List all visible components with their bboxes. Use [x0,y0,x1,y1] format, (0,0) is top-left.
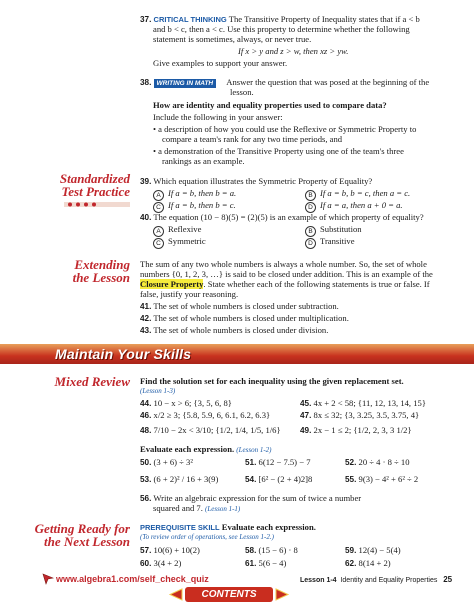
std-label-line1: Standardized [59,171,130,186]
q39-d-text: If a = a, then a + 0 = a. [320,200,403,210]
gr-eval: Evaluate each expression. [221,522,316,532]
q39-text: Which equation illustrates the Symmetric Property of Equality? [153,176,373,186]
q40-text: The equation (10 − 8)(5) = (2)(5) is an example of which property of equality? [153,212,424,222]
q40-option-d[interactable] [305,236,355,249]
q37-line1: The Transitive Property of Inequality states that if a < b [228,14,420,24]
ext-line4: false, justify your reasoning. [140,289,239,299]
q53-number: 53. [140,475,152,484]
q37-number: 37. [140,15,152,24]
q58-number: 58. [245,546,257,555]
q51 [245,457,311,468]
q42 [140,313,349,324]
q61 [245,558,286,569]
q59 [345,545,401,556]
critical-thinking-label: CRITICAL THINKING [153,15,227,24]
q52 [345,457,410,468]
q51-text: 6(12 − 7.5) − 7 [258,457,311,467]
q38-bullet1b: compare a team's rank for any two time periods, and [162,134,343,144]
mr-ref3: (Lesson 1-1) [205,505,241,513]
q62 [345,558,391,569]
q39-b-text: If a = b, b = c, then a = c. [320,188,411,198]
q41 [140,301,339,312]
q56-number: 56. [140,494,152,503]
q43 [140,325,328,336]
q54-number: 54. [245,475,257,484]
q56-text: Write an algebraic expression for the sum of twice a number [153,493,362,503]
q42-number: 42. [140,314,152,323]
q43-text: The set of whole numbers is closed under division. [153,325,329,335]
q37-line4: Give examples to support your answer. [153,58,288,68]
q50-number: 50. [140,458,152,467]
q40-c-text: Symmetric [168,236,206,246]
ext-line2: numbers {0, 1, 2, 3, …} is said to be closed under addition. This is an example of the [140,269,433,279]
q39-a-text: If a = b, then b = a. [168,188,237,198]
option-bubble-icon: B [305,190,316,201]
getting-ready-label [20,522,130,548]
mr-ref1: (Lesson 1-3) [140,387,176,395]
writing-in-math-badge: WRITING IN MATH [154,79,217,88]
answer-bubbles-icon [64,199,130,204]
q40-number: 40. [140,213,152,222]
q45-text: 4x + 2 < 58; {11, 12, 13, 14, 15} [313,398,426,408]
q48 [140,425,281,436]
q55 [345,474,418,485]
q37-line2: and b < c, then a < c. Use this property to determine whether the following [153,24,410,34]
maintain-skills-title: Maintain Your Skills [55,346,192,362]
q59-text: 12(4) − 5(4) [358,545,401,555]
q48-number: 48. [140,426,152,435]
option-bubble-icon: C [153,202,164,213]
q39-number: 39. [140,177,152,186]
q38-line2: lesson. [230,87,254,97]
ext-label-line2: the Lesson [72,270,130,285]
option-bubble-icon: B [305,226,316,237]
q38-bullet2a: a demonstration of the Transitive Property using one of the team's three [158,146,404,156]
q44 [140,398,232,409]
mr-eval-text: Evaluate each expression. [140,444,235,454]
page-number: 25 [443,575,453,584]
mouse-cursor-icon [42,573,56,585]
ext-line1: The sum of any two whole numbers is always a whole number. So, the set of whole [140,259,427,269]
q59-number: 59. [345,546,357,555]
q56-line2 [153,503,240,514]
q38 [140,77,429,89]
q38-bullet2: • a demonstration of the Transitive Property using one of the team's three [153,146,404,156]
mr-heading: Find the solution set for each inequality using the given replacement set. [140,376,404,386]
q38-question: How are identity and equality properties used to compare data? [153,100,387,110]
q54 [245,474,312,485]
q45 [300,398,426,409]
option-bubble-icon: A [153,190,164,201]
prerequisite-skill-label: PREREQUISITE SKILL [140,523,220,532]
q62-number: 62. [345,559,357,568]
extending-the-lesson-label [40,258,130,284]
q40-a-text: Reflexive [168,224,202,234]
q57-text: 10(6) + 10(2) [153,545,200,555]
mr-ref2: (Lesson 1-2) [236,446,272,454]
q40 [140,212,424,223]
q57-number: 57. [140,546,152,555]
next-page-arrow-icon[interactable] [275,587,291,602]
option-bubble-icon: D [305,202,316,213]
q38-bullet1a: a description of how you could use the Reflexive or Symmetric Property to [158,124,417,134]
q39 [140,176,372,187]
q52-text: 20 ÷ 4 · 8 ÷ 10 [358,457,410,467]
q38-bullet2b: rankings as an example. [162,156,245,166]
q43-number: 43. [140,326,152,335]
q40-b-text: Substitution [320,224,362,234]
closure-property-highlight: Closure Property [140,279,204,289]
q61-text: 5(6 − 4) [258,558,287,568]
q55-text: 9(3) − 4² + 6² ÷ 2 [358,474,419,484]
mr-eval [140,444,272,455]
q44-text: 10 − x > 6; {3, 5, 6, 8} [153,398,232,408]
q49-text: 2x − 1 ≤ 2; {1/2, 2, 3, 3 1/2} [313,425,412,435]
previous-page-arrow-icon[interactable] [167,587,183,602]
ext-line3 [140,279,430,289]
q50 [140,457,193,468]
q40-d-text: Transitive [320,236,355,246]
q58-text: (15 − 6) · 8 [258,545,298,555]
q57 [140,545,200,556]
q56-text-2: squared and 7. [153,503,203,513]
q47-number: 47. [300,411,312,420]
q62-text: 8(14 + 2) [358,558,391,568]
q46-number: 46. [140,411,152,420]
footer-lesson-title: Identity and Equality Properties [340,577,438,584]
std-label-line2: Test Practice [61,184,130,199]
q46-text: x/2 ≥ 3; {5.8, 5.9, 6, 6.1, 6.2, 6.3} [153,410,271,420]
q41-text: The set of whole numbers is closed under subtraction. [153,301,339,311]
q38-line1: Answer the question that was posed at the beginning of the [226,77,430,87]
q39-c-text: If a = b, then b = c. [168,200,236,210]
q50-text: (3 + 6) ÷ 3² [153,457,193,467]
q52-number: 52. [345,458,357,467]
q58 [245,545,298,556]
gr-review: (To review order of operations, see Lesson 1-2.) [140,533,274,541]
gr-label-line1: Getting Ready for [34,521,130,536]
q45-number: 45. [300,399,312,408]
q53-text: (6 + 2)² / 16 + 3(9) [153,474,219,484]
gr-label-line2: the Next Lesson [44,534,130,549]
q40-option-c[interactable] [153,236,206,249]
q42-text: The set of whole numbers is closed under multiplication. [153,313,349,323]
q51-number: 51. [245,458,257,467]
q38-bullet1: • a description of how you could use the Reflexive or Symmetric Property to [153,124,417,134]
ext-label-line1: Extending [74,257,130,272]
self-check-quiz-link[interactable]: www.algebra1.com/self_check_quiz [56,574,209,584]
q55-number: 55. [345,475,357,484]
footer-lesson [300,575,452,586]
option-bubble-icon: A [153,226,164,237]
q48-text: 7/10 − 2x < 3/10; {1/2, 1/4, 1/5, 1/6} [153,425,281,435]
q60-number: 60. [140,559,152,568]
q54-text: [6² − (2 + 4)2]8 [258,474,313,484]
q37-line3: statement is sometimes, always, or never true. [153,34,312,44]
q53 [140,474,218,485]
q41-number: 41. [140,302,152,311]
q44-number: 44. [140,399,152,408]
q37-statement: If x > y and z > w, then xz > yw. [238,46,349,56]
q60-text: 3(4 + 2) [153,558,182,568]
q49 [300,425,412,436]
q38-number: 38. [140,78,152,87]
q46 [140,410,270,421]
q61-number: 61. [245,559,257,568]
option-bubble-icon: D [305,238,316,249]
contents-button[interactable]: CONTENTS [185,587,273,602]
footer-lesson-number: Lesson 1-4 [300,577,337,584]
ext-line3b: . State whether each of the following statements is true or false. If [203,279,430,289]
standardized-test-practice-label [24,172,130,198]
q47-text: 8x ≤ 32; {3, 3.25, 3.5, 3.75, 4} [313,410,420,420]
q38-include: Include the following in your answer: [153,112,283,122]
option-bubble-icon: C [153,238,164,249]
mixed-review-label: Mixed Review [54,374,130,389]
q60 [140,558,181,569]
q49-number: 49. [300,426,312,435]
q47 [300,410,419,421]
